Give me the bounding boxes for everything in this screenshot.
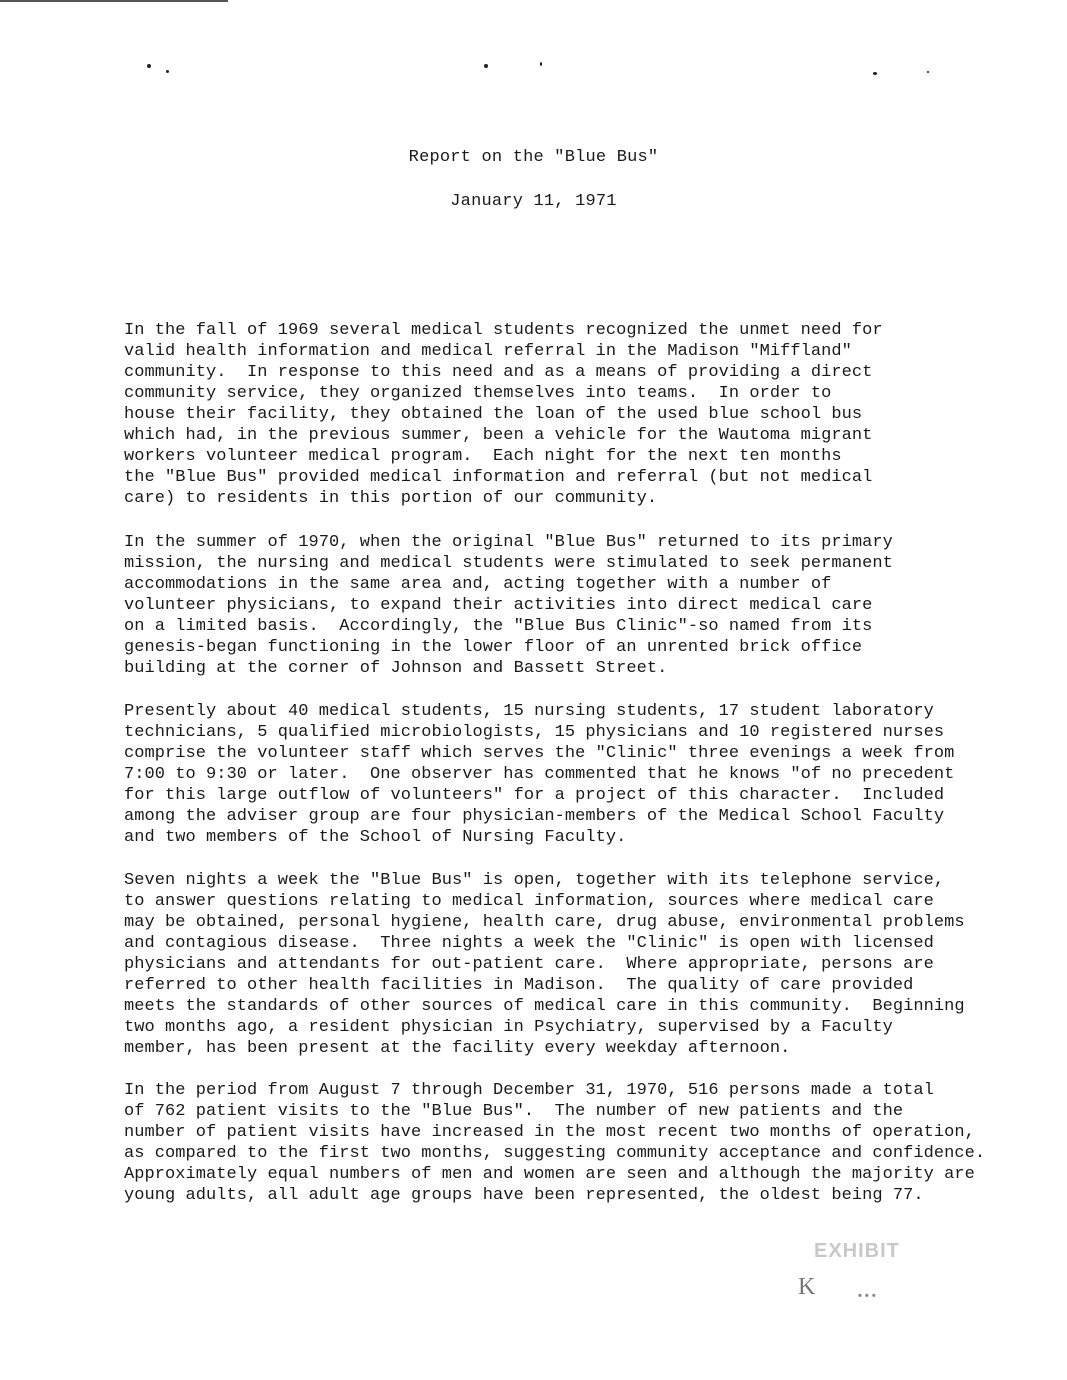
paragraph-patient-statistics: In the period from August 7 through December 31, 1970, 516 persons made a total of 762 patient visits to the "Blue Bus". The number of new patients and the number of patient visits have increased in the most recent two months of operation, as compared to the first two months, suggesting community acceptance and confidence. Approximately equal numbers of men and women are seen and although the majority are young adults, all adult age groups have been represented, the oldest being 77. [124, 1081, 986, 1205]
paragraph-volunteer-staff: Presently about 40 medical students, 15 nursing students, 17 student laboratory technicians, 5 qualified microbiologists, 15 physicians and 10 registered nurses comprise the volunteer staff which serves the "Clinic" three evenings a week from 7:00 to 9:30 or later. One observer has commented that he knows "of no precedent for this large outflow of volunteers" for a project of this character. Included among the adviser group are four physician-members of the Medical School Faculty and two members of the School of Nursing Faculty. [124, 702, 955, 847]
scan-edge-line [0, 0, 228, 2]
paragraph-origin: In the fall of 1969 several medical students recognized the unmet need for valid health information and medical referral in the Madison "Miffland" community. In response to this need and as a means of providing a direct community service, they organized themselves into teams. In order to house their facility, they obtained the loan of the used blue school bus which had, in the previous summer, been a vehicle for the Wautoma migrant workers volunteer medical program. Each night for the next ten months the "Blue Bus" provided medical information and referral (but not medical care) to residents in this portion of our community. [124, 321, 883, 508]
exhibit-stamp-mark: K [798, 1274, 816, 1300]
exhibit-stamp-word: EXHIBIT [814, 1240, 900, 1262]
scan-speck [147, 64, 151, 68]
paragraph-services: Seven nights a week the "Blue Bus" is open, together with its telephone service, to answer questions relating to medical information, sources where medical care may be obtained, personal hygiene, health care, drug abuse, environmental problems and contagious disease. Three nights a week the "Clinic" is open with licensed physicians and attendants for out-patient care. Where appropriate, persons are referred to other health facilities in Madison. The quality of care provided meets the standards of other sources of medical care in this community. Beginning two months ago, a resident physician in Psychiatry, supervised by a Faculty member, has been present at the facility every weekday afternoon. [124, 871, 965, 1058]
scan-speck [873, 72, 877, 75]
scan-speck [540, 62, 542, 66]
scan-speck [166, 70, 169, 73]
document-title: Report on the "Blue Bus" [408, 148, 659, 167]
paragraph-clinic-founding: In the summer of 1970, when the original "Blue Bus" returned to its primary mission, the nursing and medical students were stimulated to seek permanent accommodations in the same area and, acting together with a number of volunteer physicians, to expand their activities into direct medical care on a limited basis. Accordingly, the "Blue Bus Clinic"-so named from its genesis-began functioning in the lower floor of an unrented brick office building at the corner of Johnson and Bassett Street. [124, 533, 893, 678]
document-date: January 11, 1971 [450, 192, 617, 211]
exhibit-stamp-tail: • • • [858, 1290, 876, 1302]
scan-speck [484, 64, 488, 68]
scan-speck [927, 71, 929, 73]
